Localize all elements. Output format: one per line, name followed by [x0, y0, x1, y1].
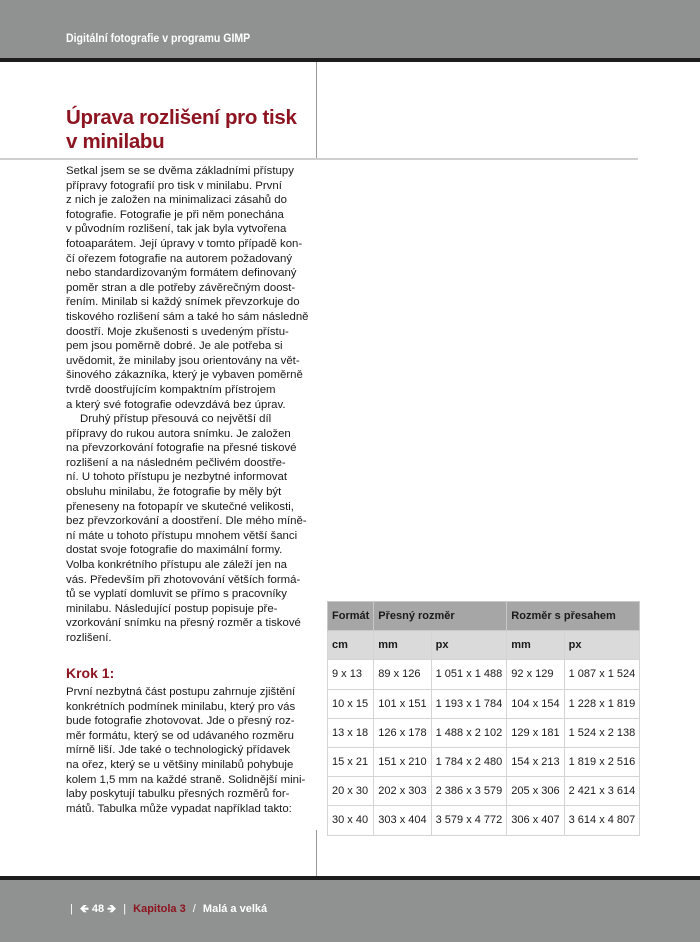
- text-line: obsluhu minilabu, že fotografie by měly být: [66, 486, 282, 499]
- table-cell: 9 x 13: [328, 660, 374, 689]
- page-title: [66, 106, 297, 154]
- text-line: na ořez, který se u většiny minilabů pohybuje: [66, 758, 294, 771]
- table-cell: 30 x 40: [328, 806, 374, 835]
- table-cell: 306 x 407: [507, 806, 564, 835]
- unit-cell: mm: [507, 631, 564, 660]
- step-heading: Krok 1:: [66, 665, 115, 681]
- text-line: na převzorkování fotografie na přesné tiskové: [66, 442, 297, 455]
- divider: |: [70, 903, 73, 915]
- divider: |: [123, 903, 127, 915]
- chapter-title: Malá a velká: [202, 903, 268, 915]
- table-cell: 92 x 129: [507, 660, 564, 689]
- text-line: přeneseny na fotopapír ve skutečné velikosti,: [66, 500, 294, 513]
- slash: /: [192, 903, 196, 915]
- table-cell: 10 x 15: [328, 689, 374, 718]
- table-cell: 13 x 18: [328, 718, 374, 747]
- title-line: v minilabu: [66, 130, 165, 153]
- table-row: [328, 806, 640, 835]
- text-line: a který své fotografie odevzdává bez úprav.: [66, 398, 286, 411]
- text-line: První nezbytná část postupu zahrnuje zjištění: [66, 686, 296, 698]
- table-cell: 3 579 x 4 772: [431, 806, 507, 835]
- text-line: řením. Minilab si každý snímek převzorkuje do: [66, 296, 300, 309]
- column-divider: [316, 62, 317, 160]
- table-cell: 129 x 181: [507, 718, 564, 747]
- text-line: fotografie. Fotografie je při něm ponechána: [66, 208, 284, 221]
- text-line: ní. U tohoto přístupu je nezbytné informovat: [66, 471, 287, 484]
- text-line: uvědomit, že minilaby jsou orientovány na vět-: [66, 354, 300, 367]
- unit-cell: mm: [374, 631, 431, 660]
- text-line: vás. Především při zhotovování větších formá-: [66, 573, 301, 586]
- text-line: bude fotografie zhotovovat. Jde o přesný roz-: [66, 715, 295, 728]
- text-line: Druhý přístup přesouvá co největší díl: [80, 413, 272, 426]
- text-line: čí ořezem fotografie na autorem požadovaný: [66, 252, 293, 265]
- text-line: dostat svoje fotografie do maximální formy.: [66, 544, 283, 557]
- table-cell: 1 087 x 1 524: [564, 660, 640, 689]
- table-cell: 2 386 x 3 579: [431, 777, 507, 806]
- table-row: [328, 689, 640, 718]
- table-cell: 1 784 x 2 480: [431, 747, 507, 776]
- unit-cell: px: [431, 631, 507, 660]
- table-cell: 3 614 x 4 807: [564, 806, 640, 835]
- text-line: tvrdě doostřujícím kompaktním přístrojem: [66, 383, 276, 396]
- table-cell: 101 x 151: [374, 689, 431, 718]
- table-cell: 15 x 21: [328, 747, 374, 776]
- table-cell: 1 488 x 2 102: [431, 718, 507, 747]
- table-row: [328, 660, 640, 689]
- book-title: Digitální fotografie v programu GIMP: [66, 31, 251, 45]
- text-line: Setkal jsem se se dvěma základními přístupy: [66, 165, 294, 177]
- title-line: Úprava rozlišení pro tisk: [66, 106, 297, 129]
- page-number: 48: [91, 903, 105, 915]
- table-cell: 104 x 154: [507, 689, 564, 718]
- text-line: přípravy fotografií pro tisk v minilabu. První: [66, 179, 282, 192]
- table-cell: 303 x 404: [374, 806, 431, 835]
- table-cell: 205 x 306: [507, 777, 564, 806]
- text-line: ní máte u tohoto přístupu mnohem větší šanci: [66, 529, 298, 542]
- running-header: [0, 0, 700, 58]
- text-line: minilabu. Následující postup popisuje pře-: [66, 602, 278, 615]
- text-line: Volba konkrétního přístupu ale záleží jen na: [66, 559, 287, 572]
- text-line: bez převzorkování a doostření. Dle mého míně-: [66, 515, 307, 528]
- text-line: pem jsou poměrně dobré. Je ale potřeba si: [66, 340, 283, 353]
- body-text: [66, 164, 316, 646]
- text-line: poměr stran a dle potřeby závěrečným doost-: [66, 281, 296, 294]
- text-line: laby poskytují tabulku přesných rozměrů for-: [66, 788, 290, 801]
- text-line: tů se vyplatí domluvit se přímo s pracovníky: [66, 588, 287, 601]
- table-cell: 151 x 210: [374, 747, 431, 776]
- text-line: měr formátu, který se od udávaného rozměru: [66, 729, 294, 742]
- text-line: konkrétních podmínek minilabu, který pro vás: [66, 700, 296, 713]
- text-line: rozlišení.: [66, 632, 112, 644]
- text-line: mírně liší. Jde také o technologický přídavek: [66, 744, 291, 757]
- table-cell: 20 x 30: [328, 777, 374, 806]
- table-row: [328, 718, 640, 747]
- body-text-step: [66, 685, 316, 816]
- table-cell: 2 421 x 3 614: [564, 777, 640, 806]
- size-table: [327, 601, 640, 836]
- table-cell: 154 x 213: [507, 747, 564, 776]
- table-row: [328, 747, 640, 776]
- title-rule: [0, 158, 638, 160]
- chapter-label: Kapitola 3: [133, 903, 186, 915]
- table-unit-header: [328, 631, 640, 660]
- table-cell: 1 228 x 1 819: [564, 689, 640, 718]
- text-line: v původním rozlišení, tak jak byla vytvořena: [66, 223, 287, 236]
- text-line: z nich je založen na minimalizaci zásahů do: [66, 194, 287, 207]
- text-line: šinového zákazníka, který je vybaven poměrně: [66, 369, 303, 382]
- text-line: fotoaparátem. Její úpravy v tomto případě kon-: [66, 237, 303, 250]
- table-cell: 89 x 126: [374, 660, 431, 689]
- table-cell: 1 524 x 2 138: [564, 718, 640, 747]
- table-row: [328, 777, 640, 806]
- table-cell: 202 x 303: [374, 777, 431, 806]
- text-line: vzorkování snímku na přesný rozměr a tiskové: [66, 617, 301, 630]
- table-cell: 1 193 x 1 784: [431, 689, 507, 718]
- header-cell: Přesný rozměr: [374, 602, 507, 631]
- running-footer: [0, 880, 700, 942]
- text-line: přípravy do rukou autora snímku. Je založen: [66, 427, 291, 440]
- text-line: nebo standardizovaným formátem definovaný: [66, 267, 297, 280]
- table-cell: 1 819 x 2 516: [564, 747, 640, 776]
- header-cell: Rozměr s přesahem: [507, 602, 640, 631]
- header-cell: Formát: [328, 602, 374, 631]
- table-cell: 126 x 178: [374, 718, 431, 747]
- arrow-right-icon[interactable]: 🡺: [107, 903, 117, 915]
- text-line: mátů. Tabulka může vypadat například takto:: [66, 802, 292, 815]
- text-line: kolem 1,5 mm na každé straně. Solidnější mini-: [66, 773, 306, 786]
- unit-cell: cm: [328, 631, 374, 660]
- text-line: tiskového rozlišení sám a také ho sám následně: [66, 310, 309, 323]
- unit-cell: px: [564, 631, 640, 660]
- header-rule: [0, 58, 700, 62]
- text-line: rozlišení a na následném pečlivém doostře-: [66, 456, 286, 469]
- table-group-header: [328, 602, 640, 631]
- text-line: doostří. Moje zkušenosti s uvedeným přístu-: [66, 325, 289, 338]
- column-divider: [316, 830, 317, 876]
- table-cell: 1 051 x 1 488: [431, 660, 507, 689]
- arrow-left-icon[interactable]: 🡸: [79, 903, 89, 915]
